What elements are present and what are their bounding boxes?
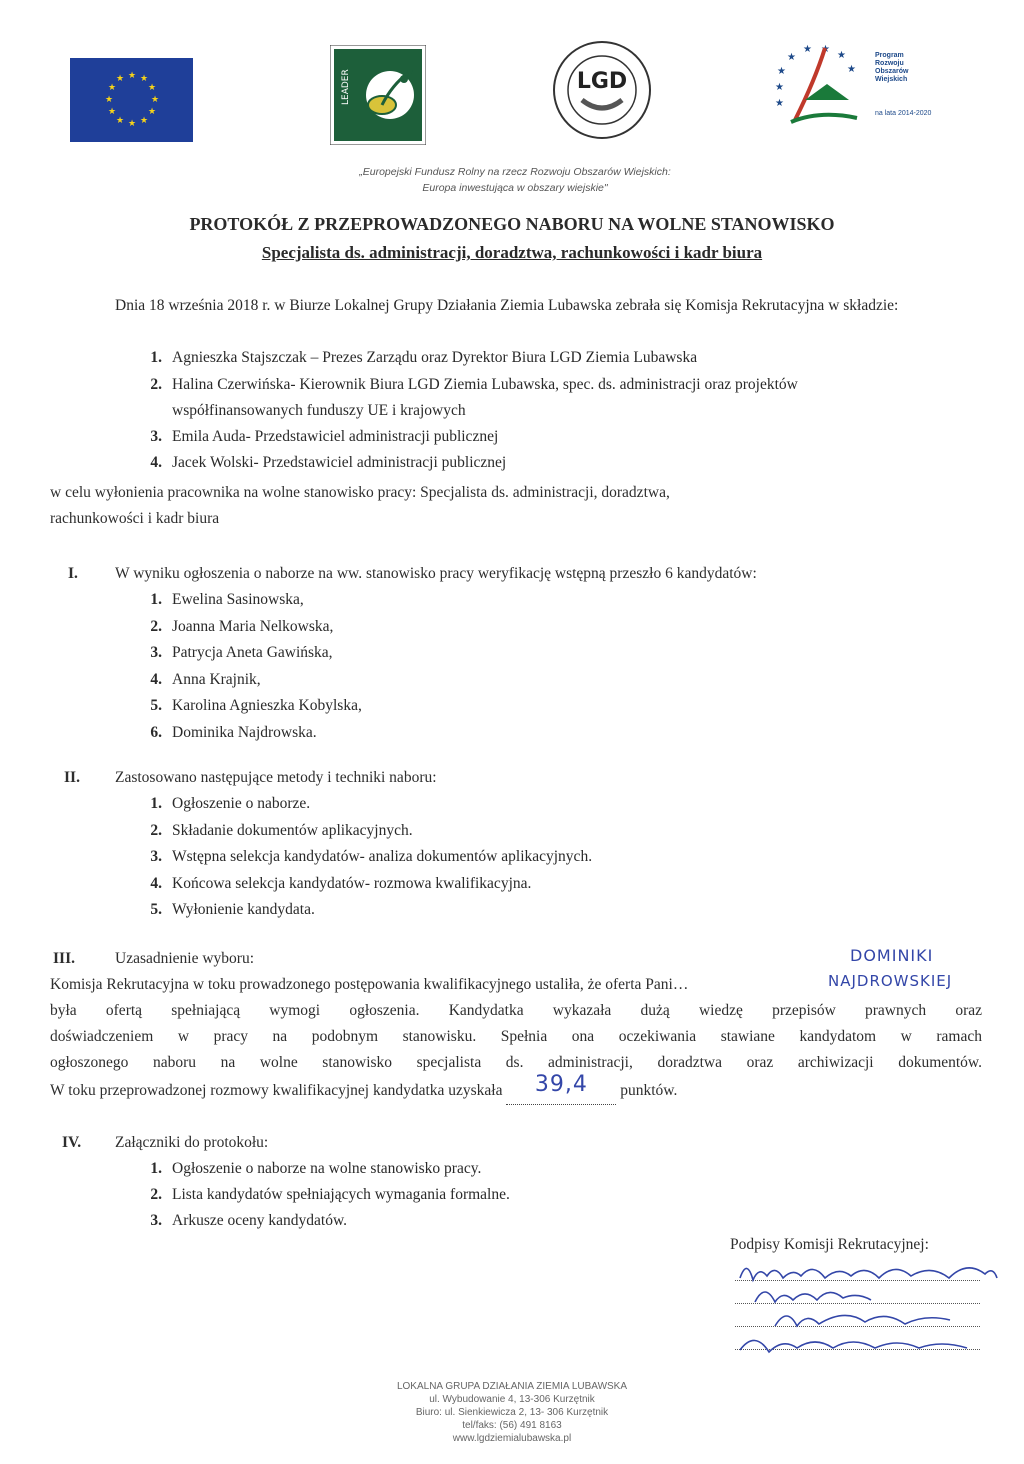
list-number: 1. (150, 1160, 162, 1177)
attachment-text: Lista kandydatów spełniających wymagania formalne. (172, 1186, 510, 1203)
svg-text:★: ★ (128, 71, 137, 81)
svg-text:★: ★ (108, 83, 117, 93)
section-3-heading: Uzasadnienie wyboru: (115, 950, 255, 967)
list-number: 1. (150, 349, 162, 366)
list-number: 3. (150, 1212, 162, 1229)
section-1-number: I. (68, 565, 78, 582)
prow-text-1: Program (875, 52, 904, 59)
prow-text-3: Obszarów (875, 68, 909, 75)
list-number: 1. (150, 591, 162, 608)
list-number: 3. (150, 848, 162, 865)
prow-logo (765, 30, 945, 130)
section-3-line-1: Komisja Rekrutacyjna w toku prowadzonego postępowania kwalifikacyjnego ustaliła, że oferta Pani… (50, 976, 691, 993)
svg-text:★: ★ (108, 107, 117, 117)
list-number: 5. (150, 697, 162, 714)
footer-org: LOKALNA GRUPA DZIAŁANIA ZIEMIA LUBAWSKA (396, 1381, 628, 1392)
list-number: 2. (150, 376, 162, 393)
svg-text:★: ★ (803, 44, 812, 55)
leader-logo (330, 45, 426, 145)
candidate-text: Patrycja Aneta Gawińska, (172, 644, 333, 661)
section-3-line-4: ogłoszonego naboru na wolne stanowisko specjalista ds. administracji, doradztwa oraz archiwizacji dokumentów. (50, 1054, 982, 1071)
purpose-line-2: rachunkowości i kadr biura (50, 510, 220, 527)
candidate-text: Karolina Agnieszka Kobylska, (172, 697, 362, 714)
section-4-number: IV. (62, 1134, 82, 1151)
method-text: Ogłoszenie o naborze. (172, 795, 311, 812)
method-text: Składanie dokumentów aplikacyjnych. (172, 821, 413, 839)
section-4-heading: Załączniki do protokołu: (115, 1134, 269, 1151)
motto-line-2: Europa inwestująca w obszary wiejskie" (422, 182, 608, 194)
list-number: 3. (150, 428, 162, 445)
candidate-text: Dominika Najdrowska. (172, 723, 317, 741)
footer-website[interactable]: www.lgdziemialubawska.pl (452, 1433, 572, 1444)
footer-address-2: Biuro: ul. Sienkiewicza 2, 13- 306 Kurzętnik (415, 1407, 609, 1418)
list-number: 2. (150, 1186, 162, 1203)
handwritten-points: 39,4 (534, 1072, 588, 1097)
section-2-number: II. (64, 769, 80, 786)
list-number: 2. (150, 821, 162, 839)
committee-member-cont: współfinansowanych funduszy UE i krajowych (172, 402, 466, 419)
section-3-line-1-text: Komisja Rekrutacyjna w toku prowadzonego postępowania kwalifikacyjnego ustaliła, że oferta Pani (50, 976, 673, 993)
section-3-line-2: była ofertą spełniającą wymogi ogłoszenia. Kandydatka wykazała dużą wiedzę przepisów prawnych oraz (50, 1002, 982, 1019)
svg-text:★: ★ (775, 98, 784, 109)
list-number: 5. (150, 901, 162, 918)
svg-text:★: ★ (148, 83, 157, 93)
section-2-heading: Zastosowano następujące metody i techniki naboru: (115, 769, 437, 786)
prow-years: na lata 2014-2020 (875, 110, 932, 117)
svg-text:★: ★ (847, 64, 856, 75)
footer-address-1: ul. Wybudowanie 4, 13-306 Kurzętnik (429, 1394, 595, 1405)
committee-member: Agnieszka Stajszczak – Prezes Zarządu oraz Dyrektor Biura LGD Ziemia Lubawska (172, 349, 698, 366)
handwritten-name-2: NAJDROWSKIEJ (828, 972, 953, 990)
svg-text:★: ★ (140, 116, 149, 126)
list-number: 6. (150, 723, 162, 741)
candidate-text: Joanna Maria Nelkowska, (172, 617, 334, 635)
svg-text:★: ★ (105, 95, 114, 105)
svg-text:★: ★ (148, 107, 157, 117)
document-title: PROTOKÓŁ Z PRZEPROWADZONEGO NABORU NA WOLNE STANOWISKO (189, 214, 835, 234)
document-subtitle: Specjalista ds. administracji, doradztwa, rachunkowości i kadr biura (261, 243, 763, 262)
intro-paragraph: Dnia 18 września 2018 r. w Biurze Lokalnej Grupy Działania Ziemia Lubawska zebrała się Komisja Rekrutacyjna w składzie: (115, 297, 899, 314)
committee-member: Emila Auda- Przedstawiciel administracji publicznej (172, 428, 499, 445)
method-text: Końcowa selekcja kandydatów- rozmowa kwalifikacyjna. (172, 874, 532, 892)
section-3-line-5-text: W toku przeprowadzonej rozmowy kwalifikacyjnej kandydatka uzyskała (50, 1082, 503, 1099)
signatures-handwritten (735, 1256, 1005, 1371)
svg-text:★: ★ (775, 82, 784, 93)
svg-text:★: ★ (777, 66, 786, 77)
svg-text:★: ★ (837, 50, 846, 61)
candidate-text: Ewelina Sasinowska, (172, 591, 304, 608)
committee-member: Jacek Wolski- Przedstawiciel administracji publicznej (172, 454, 507, 471)
eu-flag-logo (70, 58, 193, 142)
svg-text:★: ★ (787, 52, 796, 63)
handwritten-name-1: DOMINIKI (850, 946, 934, 965)
signatures-label: Podpisy Komisji Rekrutacyjnej: (730, 1236, 929, 1253)
svg-text:★: ★ (821, 44, 830, 55)
list-number: 3. (150, 644, 162, 661)
section-3-line-5 (50, 1072, 678, 1105)
prow-text-2: Rozwoju (875, 60, 904, 67)
list-number: 2. (150, 617, 162, 635)
svg-text:★: ★ (116, 116, 125, 126)
motto (200, 164, 830, 196)
committee-member: Halina Czerwińska- Kierownik Biura LGD Ziemia Lubawska, spec. ds. administracji oraz projektów (172, 376, 798, 393)
svg-text:★: ★ (140, 74, 149, 84)
motto-line-1: „Europejski Fundusz Rolny na rzecz Rozwoju Obszarów Wiejskich: (359, 166, 671, 178)
section-3-line-3: doświadczeniem w pracy na podobnym stanowisku. Spełnia ona oczekiwania stawiane kandydatom w ramach (50, 1028, 982, 1045)
lgd-abbrev: LGD (576, 69, 628, 94)
footer (200, 1380, 824, 1445)
candidate-text: Anna Krajnik, (172, 670, 261, 688)
lgd-logo (550, 38, 654, 142)
svg-text:★: ★ (116, 74, 125, 84)
prow-text-4: Wiejskich (875, 76, 908, 83)
section-3-number: III. (53, 950, 75, 967)
svg-text:★: ★ (128, 119, 137, 129)
leader-text: LEADER (341, 69, 351, 105)
section-3-points-unit: punktów. (620, 1082, 678, 1099)
purpose-line-1: w celu wyłonienia pracownika na wolne stanowisko pracy: Specjalista ds. administracji, doradztwa, (50, 484, 670, 501)
list-number: 4. (150, 874, 162, 892)
list-number: 4. (150, 454, 162, 471)
method-text: Wyłonienie kandydata. (172, 901, 315, 918)
method-text: Wstępna selekcja kandydatów- analiza dokumentów aplikacyjnych. (172, 848, 593, 865)
section-1-heading: W wyniku ogłoszenia o naborze na ww. stanowisko pracy weryfikację wstępną przeszło 6 kandydatów: (115, 565, 757, 582)
attachment-text: Arkusze oceny kandydatów. (172, 1212, 348, 1229)
svg-text:★: ★ (151, 95, 160, 105)
attachment-text: Ogłoszenie o naborze na wolne stanowisko pracy. (172, 1160, 482, 1177)
footer-phone: tel/faks: (56) 491 8163 (462, 1420, 562, 1431)
list-number: 1. (150, 795, 162, 812)
list-number: 4. (150, 670, 162, 688)
